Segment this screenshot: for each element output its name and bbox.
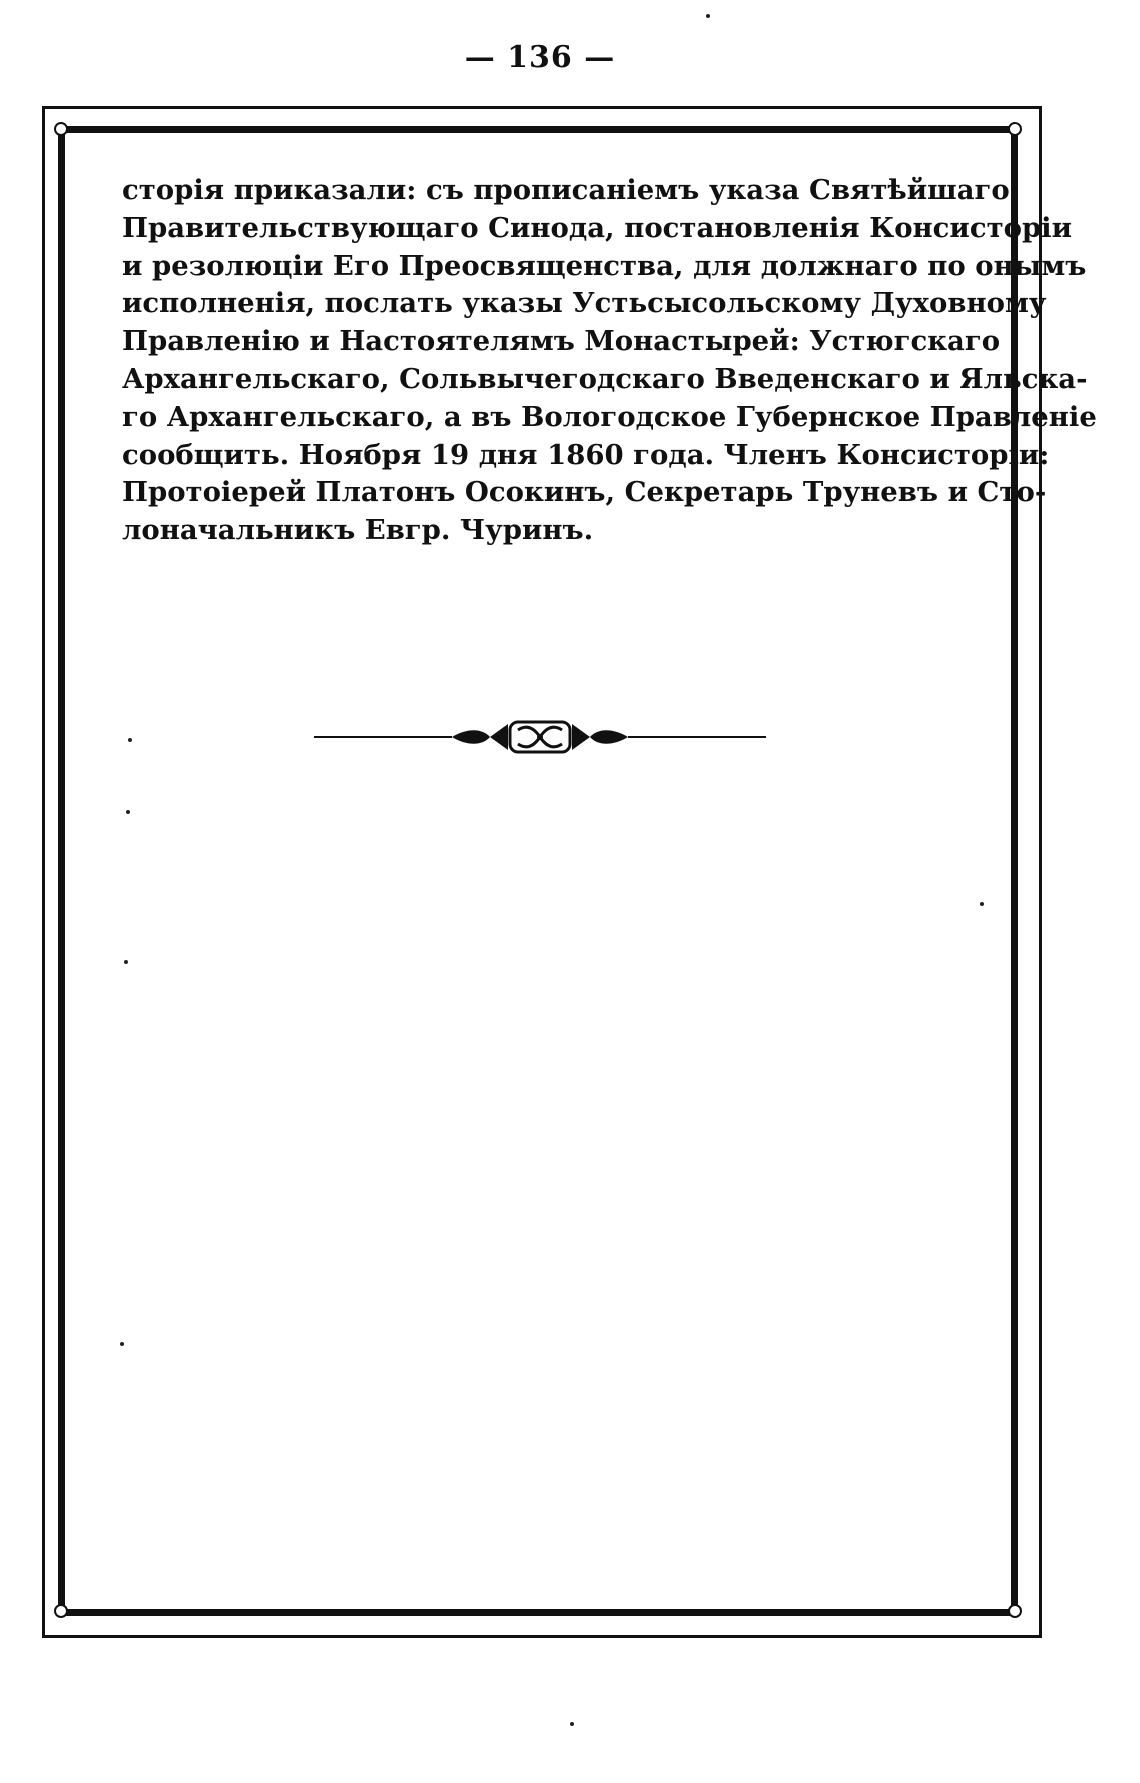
corner-ornament-icon	[54, 122, 68, 136]
paper-speck	[124, 960, 128, 964]
corner-ornament-icon	[1008, 122, 1022, 136]
text-line: исполненія, послать указы Устьсысольскому Духовному	[122, 287, 1047, 320]
page-number: — 136 —	[464, 40, 616, 75]
corner-ornament-icon	[1008, 1604, 1022, 1618]
text-line: го Архангельскаго, а въ Вологодское Губернское Правленіе	[122, 400, 1097, 433]
paper-speck	[706, 14, 710, 18]
corner-ornament-icon	[54, 1604, 68, 1618]
paper-speck	[128, 738, 132, 742]
text-line: сторія приказали: съ прописаніемъ указа Святѣйшаго	[122, 174, 1010, 206]
decorative-divider-icon	[312, 712, 768, 762]
paper-speck	[120, 1342, 124, 1346]
paper-speck	[570, 1722, 574, 1726]
text-line: Правленію и Настоятелямъ Монастырей: Устюгскаго	[122, 325, 1001, 358]
text-line: Протоіерей Платонъ Осокинъ, Секретарь Труневъ и Сто-	[122, 476, 1047, 509]
text-line: Архангельскаго, Сольвычегодскаго Введенскаго и Яльска-	[122, 362, 1088, 395]
text-line: Правительствующаго Синода, постановленія Консисторіи	[122, 211, 1073, 244]
text-line: лоначальникъ Евгр. Чуринъ.	[122, 514, 594, 547]
text-line: сообщить. Ноября 19 дня 1860 года. Членъ Консисторіи:	[122, 438, 1050, 471]
document-body-text	[122, 172, 1097, 550]
text-line: и резолюціи Его Преосвященства, для должнаго по онымъ	[122, 249, 1087, 282]
paper-speck	[126, 810, 130, 814]
paper-speck	[980, 902, 984, 906]
